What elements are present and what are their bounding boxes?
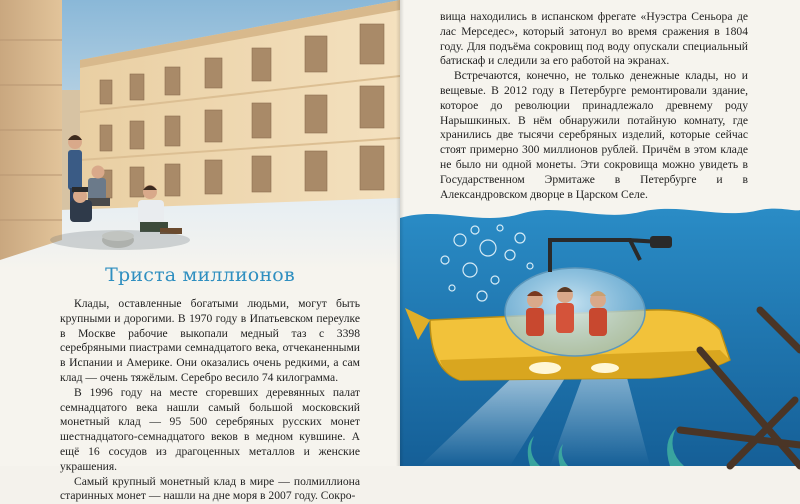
left-page bbox=[0, 0, 400, 503]
page-gutter bbox=[396, 0, 404, 466]
left-page-text bbox=[60, 297, 360, 504]
bathyscaphe-illustration bbox=[400, 200, 800, 466]
paragraph: Самый крупный монетный клад в мире — полмиллиона старинных монет — нашли на дне моря в 2007 году. Сокро- bbox=[60, 474, 360, 503]
street-scene-illustration bbox=[0, 0, 400, 270]
paragraph: Встречаются, конечно, не только денежные клады, но и вещевые. В 2012 году в Петербурге ремонтировали здание, которое до революции принадлежало древнему роду Нарышкиных. В нём обнаружили потайную комнату, где хранились две тысячи серебряных изделий, которые сейчас стоят примерно 300 миллионов рублей. Причём в этом кладе не было ни одной монеты. Эти сокровища можно увидеть в Государственном Эрмитаже в Петербурге и в Александровском дворце в Царском Селе. bbox=[440, 69, 748, 201]
paragraph: вища находились в испанском фрегате «Нуэстра Сеньора де лас Мерседес», который затонул во время сражения в 1804 году. Для подъёма сокровищ под воду опускали специальный батискаф и следили за его работой на экранах. bbox=[440, 10, 748, 68]
occupants bbox=[526, 287, 607, 336]
right-page-text bbox=[440, 10, 748, 202]
paragraph: Клады, оставленные богатыми людьми, могут быть крупными и дорогими. В 1970 году в Ипатьевском переулке в Москве рабочие выкопали медный таз с 3398 серебряными пиастрами семнадцатого века, отчеканенными в Испании и Америке. Они оказались очень редкими, а сам клад — очень тяжёлым. Серебро весило 74 килограмма. bbox=[60, 297, 360, 384]
right-page bbox=[400, 0, 800, 466]
paragraph: В 1996 году на месте сгоревших деревянных палат семнадцатого века нашли самый большой московский монетный клад — 95 500 серебряных русских монет шестнадцатого-семнадцатого веков в медном кувшине. А ещё 16 сосудов из драгоценных металлов и женские украшения. bbox=[60, 385, 360, 473]
section-heading: Триста миллионов bbox=[105, 264, 295, 286]
